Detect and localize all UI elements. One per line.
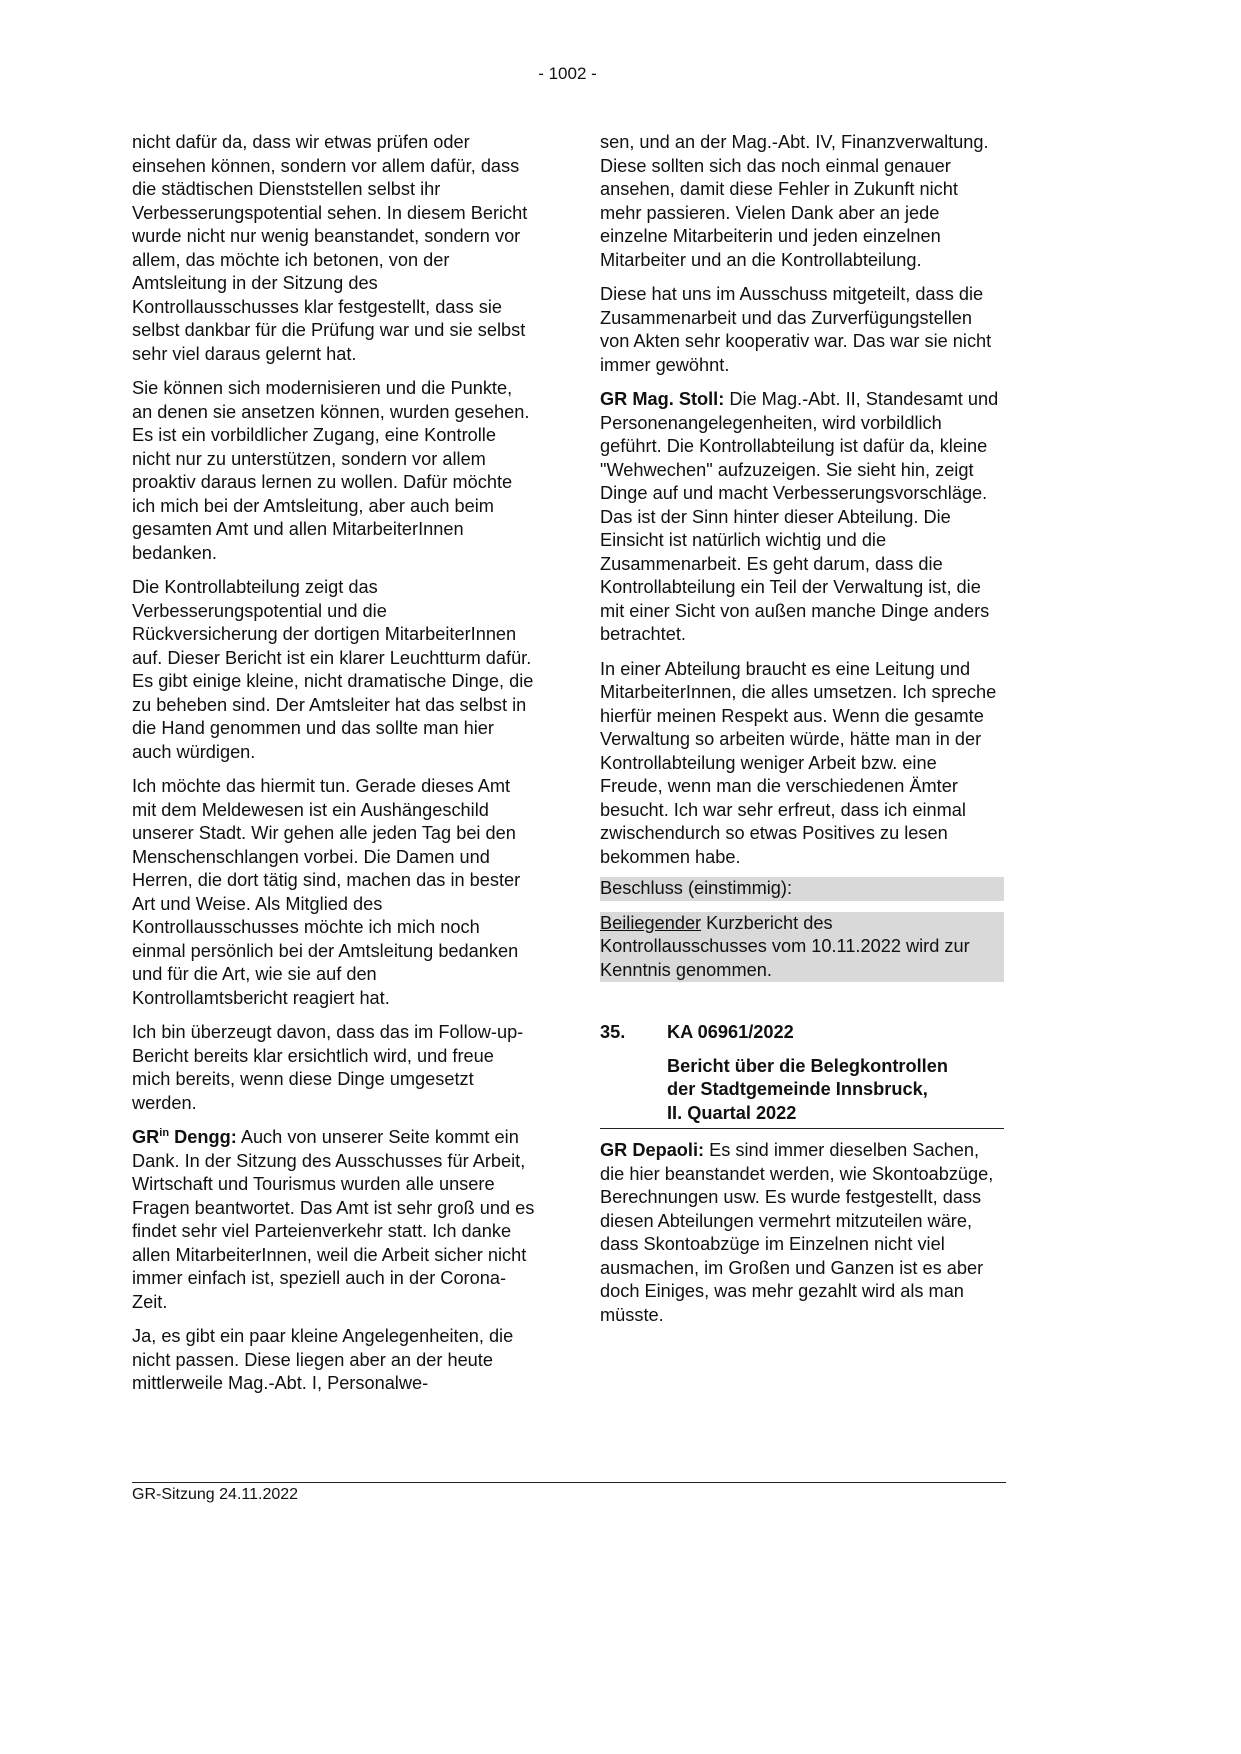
paragraph: Ich bin überzeugt davon, dass das im Follow-up-Bericht bereits klar ersichtlich wird, und freue mich bereits, wenn diese Dinge umgesetzt werden. — [132, 1022, 524, 1113]
speech-stoll — [600, 388, 1004, 647]
speaker-name: GR Mag. Stoll: — [600, 389, 725, 409]
paragraph: Sie können sich modernisieren und die Punkte, an denen sie ansetzen können, wurden gesehen. Es ist ein vorbildlicher Zugang, eine Kontrolle nicht nur zu unterstützen, sondern vor allem proaktiv daraus lernen zu wollen. Dafür möchte ich mich bei der Amtsleitung, aber auch beim gesamten Amt und allen MitarbeiterInnen bedanken. — [132, 378, 530, 563]
right-column — [600, 131, 1004, 1338]
agenda-divider — [600, 1128, 1004, 1129]
speaker-name: GR Depaoli: — [600, 1140, 705, 1160]
speech-depaoli — [600, 1139, 1004, 1327]
speech-text: Auch von unserer Seite kommt ein Dank. In der Sitzung des Ausschusses für Arbeit, Wirtschaft und Tourismus wurden alle unsere Fragen beantwortet. Das Amt ist sehr groß und es findet sehr viel Parteienverkehr statt. Ich danke allen MitarbeiterInnen, weil die Arbeit sicher nicht immer einfach ist, speziell auch in der Corona-Zeit. — [132, 1127, 535, 1312]
agenda-title: Bericht über die Belegkontrollen der Stadtgemeinde Innsbruck, II. Quartal 2022 — [667, 1055, 948, 1123]
speech-dengg — [132, 1126, 536, 1314]
paragraph: Diese hat uns im Ausschuss mitgeteilt, dass die Zusammenarbeit und das Zurverfügungstellen von Akten sehr kooperativ war. Das war sie nicht immer gewöhnt. — [600, 284, 992, 375]
left-column — [132, 131, 536, 1407]
speech-text: Die Mag.-Abt. II, Standesamt und Personenangelegenheiten, wird vorbildlich geführt. Die Kontrollabteilung ist dafür da, kleine "Wehwechen" aufzuzeigen. Sie sieht hin, zeigt Dinge auf und macht Verbesserungsvorschläge. Das ist der Sinn hinter dieser Abteilung. Die Einsicht ist natürlich wichtig und die Zusammenarbeit. Es geht darum, dass die Kontrollabteilung ein Teil der Verwaltung ist, die mit einer Sicht von außen manche Dinge anders betrachtet. — [600, 389, 999, 644]
footer-text: GR-Sitzung 24.11.2022 — [132, 1486, 299, 1503]
paragraph: sen, und an der Mag.-Abt. IV, Finanzverwaltung. Diese sollten sich das noch einmal genauer ansehen, damit diese Fehler in Zukunft nicht mehr passieren. Vielen Dank aber an jede einzelne Mitarbeiterin und jeden einzelnen Mitarbeiter und an die Kontrollabteilung. — [600, 132, 989, 270]
agenda-item — [600, 1021, 1004, 1129]
speaker-name: $GR^{in}$ Dengg: — [132, 1126, 237, 1147]
resolution-label: Beschluss (einstimmig): — [600, 877, 1004, 901]
speech-text: Es sind immer dieselben Sachen, die hier beanstandet werden, wie Skontoabzüge, Berechnungen usw. Es wurde festgestellt, dass diesen Abteilungen vermehrt mitzuteilen wäre, dass Skontoabzüge im Einzelnen nicht viel ausmachen, im Großen und Ganzen ist es aber doch Einiges, was mehr gezahlt wird als man müsste. — [600, 1140, 994, 1325]
paragraph: Ja, es gibt ein paar kleine Angelegenheiten, die nicht passen. Diese liegen aber an der heute mittlerweile Mag.-Abt. I, Personalwe- — [132, 1326, 514, 1393]
paragraph: Die Kontrollabteilung zeigt das Verbesserungspotential und die Rückversicherung der dortigen MitarbeiterInnen auf. Dieser Bericht ist ein klarer Leuchtturm dafür. Es gibt einige kleine, nicht dramatische Dinge, die zu beheben sind. Der Amtsleiter hat das selbst in die Hand genommen und das sollte man hier auch würdigen. — [132, 577, 534, 762]
paragraph: Ich möchte das hiermit tun. Gerade dieses Amt mit dem Meldewesen ist ein Aushängeschild unserer Stadt. Wir gehen alle jeden Tag bei den Menschenschlangen vorbei. Die Damen und Herren, die dort tätig sind, machen das in bester Art und Weise. Als Mitglied des Kontrollausschusses möchte ich mich noch einmal persönlich bei der Amtsleitung bedanken und für die Art, wie sie auf den Kontrollamtsbericht reagiert hat. — [132, 776, 521, 1008]
paragraph: nicht dafür da, dass wir etwas prüfen oder einsehen können, sondern vor allem dafür, dass die städtischen Dienststellen selbst ihr Verbesserungspotential sehen. In diesem Bericht wurde nicht nur wenig beanstandet, sondern vor allem, das möchte ich betonen, von der Amtsleitung in der Sitzung des Kontrollausschusses klar festgestellt, dass sie selbst dankbar für die Prüfung war und sie selbst sehr viel daraus gelernt hat. — [132, 132, 528, 364]
page-number: - 1002 - — [538, 64, 597, 83]
footer-divider — [132, 1482, 1006, 1483]
paragraph: In einer Abteilung braucht es eine Leitung und MitarbeiterInnen, die alles umsetzen. Ich spreche hierfür meinen Respekt aus. Wenn die gesamte Verwaltung so arbeiten würde, hätte man in der Kontrollabteilung weniger Arbeit bzw. eine Freude, wenn man die verschiedenen Ämter besucht. Ich war sehr erfreut, dass ich einmal zwischendurch so etwas Positives zu lesen bekommen habe. — [600, 658, 997, 867]
resolution-text: Beiliegender Kurzbericht des Kontrollausschusses vom 10.11.2022 wird zur Kenntnis genommen. — [600, 912, 1004, 983]
resolution-underlined: Beiliegender — [600, 912, 702, 933]
agenda-number: 35. — [600, 1022, 626, 1042]
agenda-code: KA 06961/2022 — [667, 1022, 794, 1042]
